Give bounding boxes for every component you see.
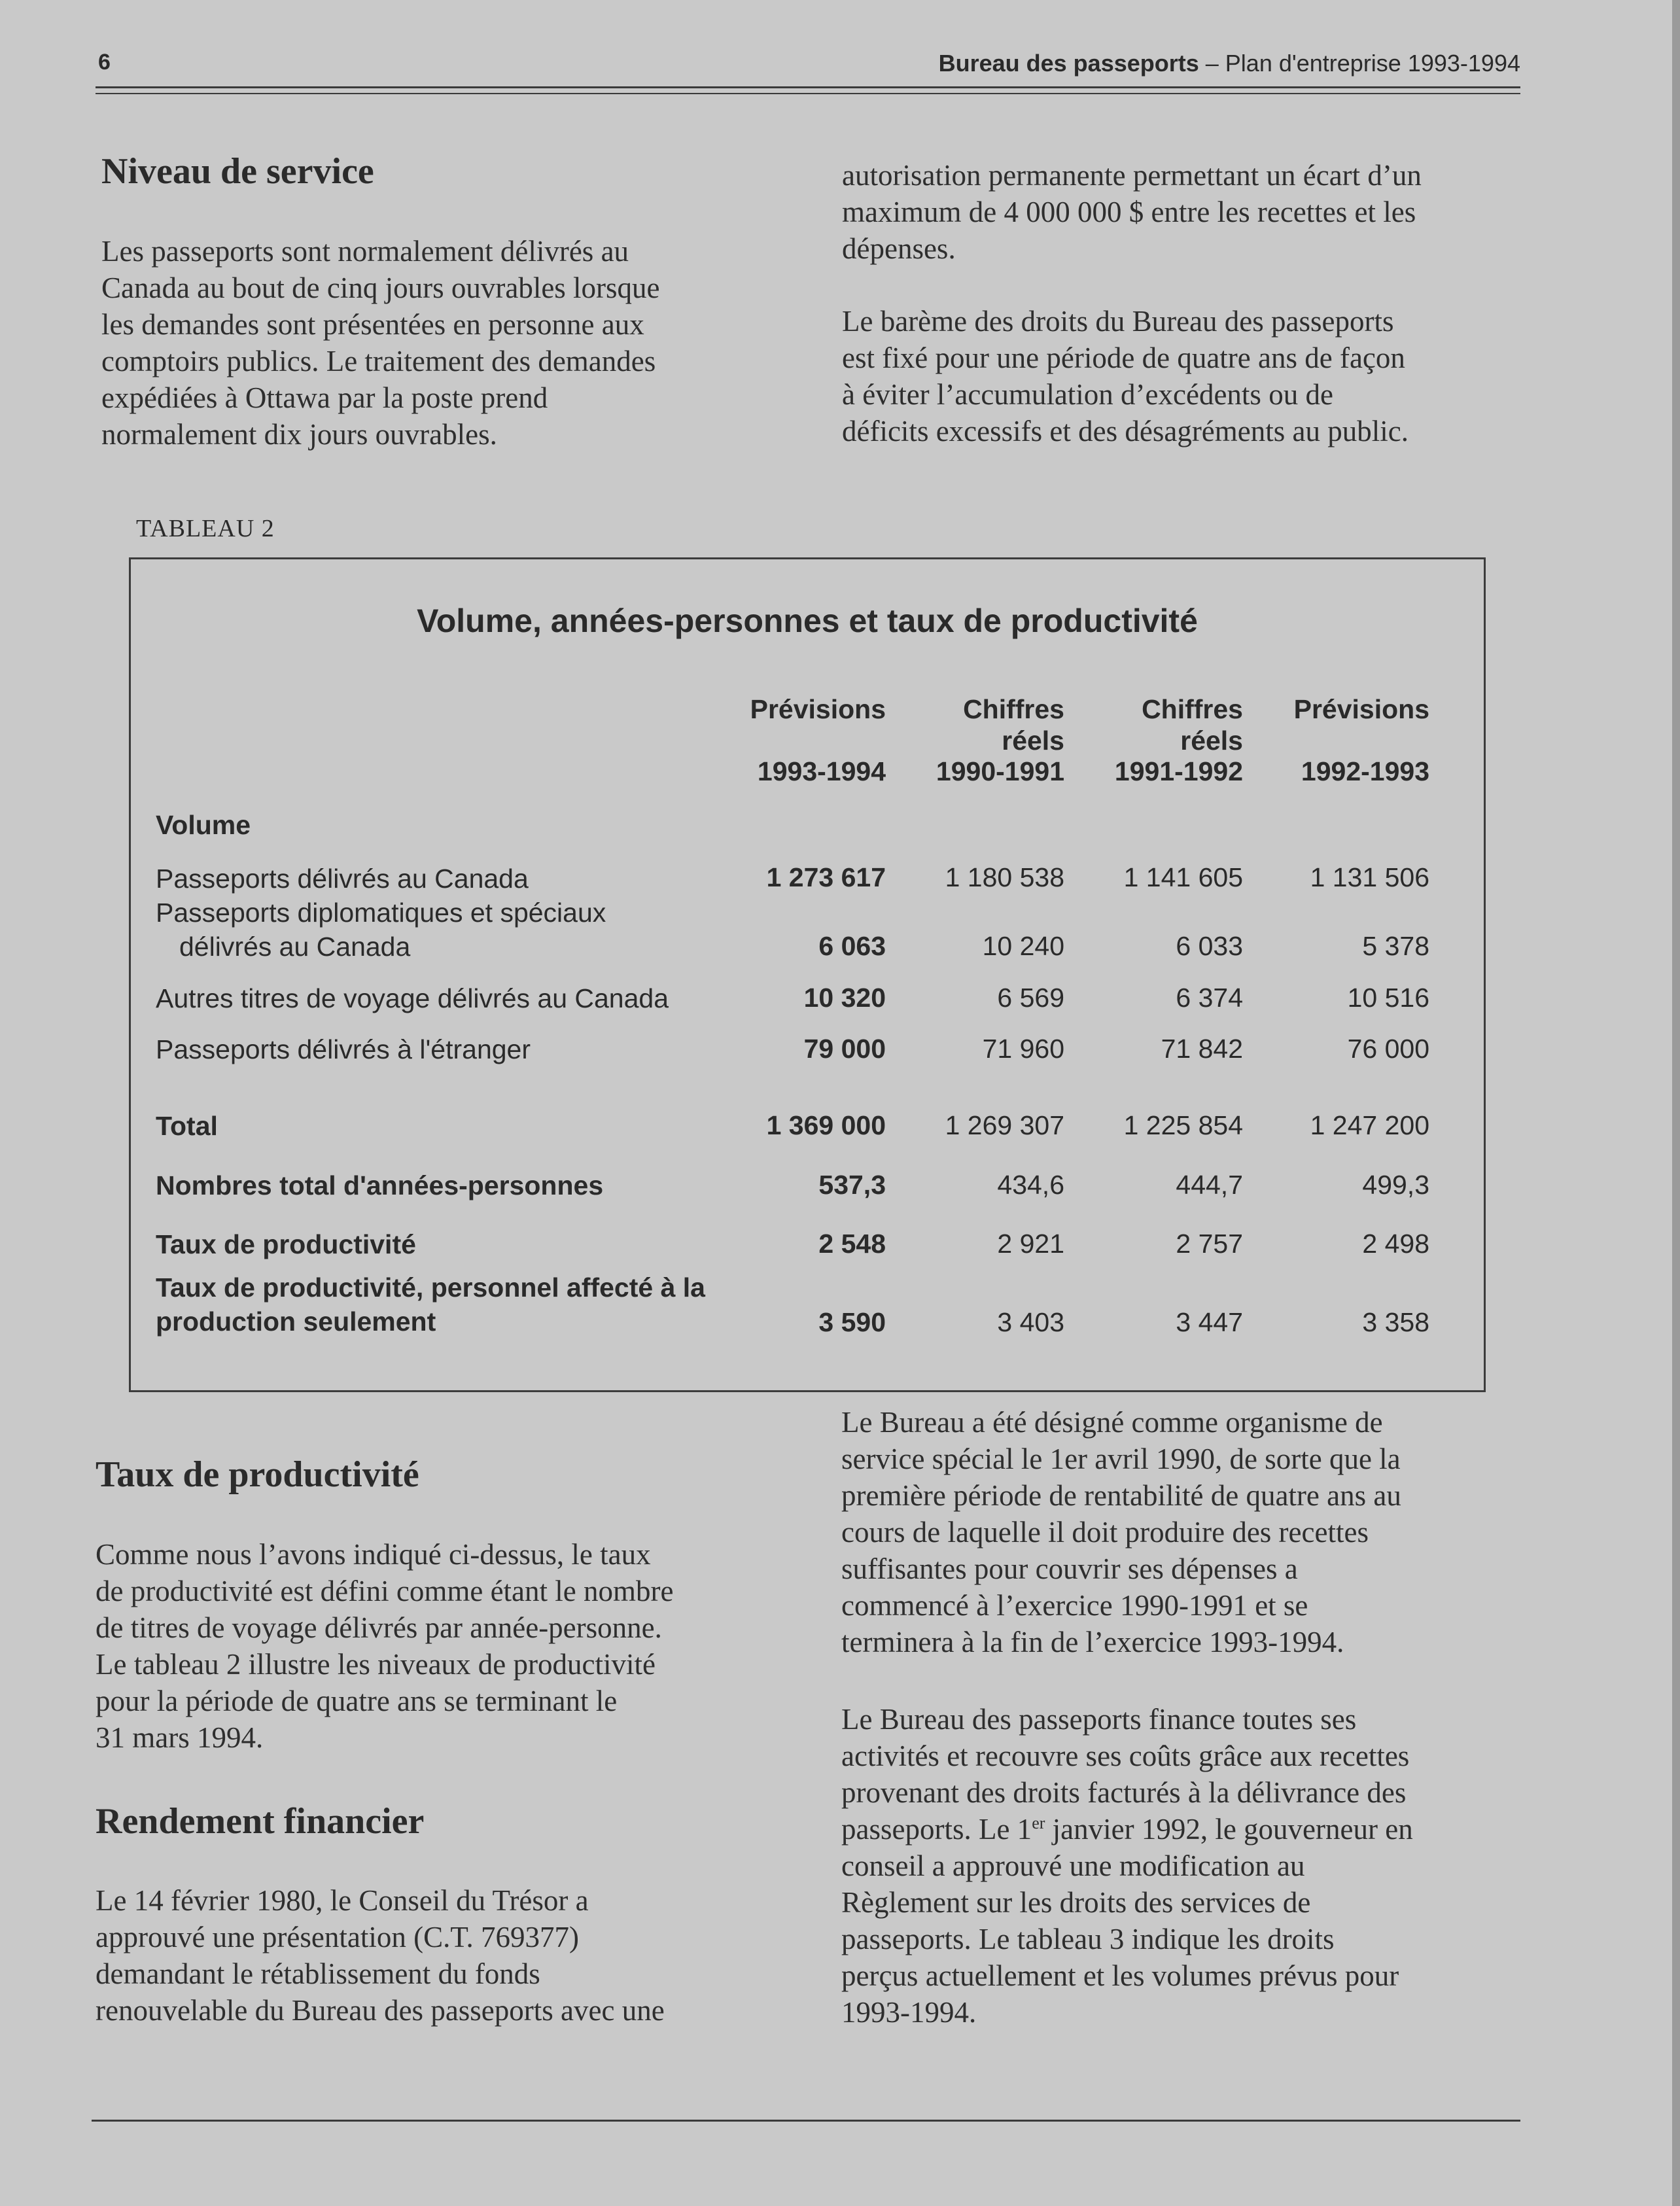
column-header-4: Prévisions (1293, 694, 1429, 724)
column-header-3: Chiffres réels (1142, 694, 1243, 756)
column-header-2: Chiffres réels (963, 694, 1064, 756)
column-year-2: 1990-1991 (936, 756, 1064, 786)
table-cell: 6 033 (1176, 931, 1243, 961)
page-number: 6 (98, 50, 111, 75)
section-volume: Volume (156, 810, 251, 840)
paragraph-financement (841, 1701, 1528, 2031)
column-year-1: 1993-1994 (757, 756, 886, 786)
table-cell: 2 498 (1362, 1229, 1429, 1259)
running-header-rest: – Plan d'entreprise 1993-1994 (1199, 50, 1520, 77)
table-cell: 499,3 (1362, 1170, 1429, 1200)
paragraph-financement-part2: janvier 1992, le gouverneur en conseil a approuvé une modification au Règlement sur les droits des services de passeports. Le tableau 3 indique les droits perçus actuellement et les volumes prévus pour 1993-1994. (841, 1813, 1413, 2029)
table-cell: 1 247 200 (1310, 1110, 1429, 1140)
table-cell: 537,3 (818, 1170, 886, 1200)
table-cell: 1 269 307 (945, 1110, 1064, 1140)
table-cell: 1 225 854 (1123, 1110, 1243, 1140)
table-cell: 1 273 617 (766, 862, 886, 892)
row-label-total: Total (156, 1111, 218, 1141)
row-label-passeports-diplomatiques: Passeports diplomatiques et spéciaux (156, 898, 606, 928)
running-header (939, 50, 1520, 77)
table-title: Volume, années-personnes et taux de productivité (417, 603, 1198, 639)
heading-niveau-de-service: Niveau de service (101, 151, 374, 192)
table-cell: 5 378 (1362, 931, 1429, 961)
table-cell: 6 063 (818, 931, 886, 961)
row-label-passeports-etranger: Passeports délivrés à l'étranger (156, 1034, 531, 1064)
column-year-4: 1992-1993 (1301, 756, 1429, 786)
table-cell: 71 960 (982, 1034, 1064, 1064)
table-cell: 3 403 (997, 1307, 1064, 1337)
table-cell: 79 000 (803, 1034, 886, 1064)
table-label: TABLEAU 2 (136, 515, 275, 542)
heading-rendement-financier: Rendement financier (96, 1801, 425, 1842)
table-cell: 10 320 (803, 983, 886, 1013)
heading-taux-de-productivite: Taux de productivité (96, 1454, 419, 1495)
paragraph-taux-de-productivite: Comme nous l’avons indiqué ci-dessus, le taux de productivité est défini comme étant le nombre de titres de voyage délivrés par année-personne. Le tableau 2 illustre les niveaux de productivité pour la période de quatre ans se terminant le 31 mars 1994. (96, 1538, 674, 1754)
table-cell: 76 000 (1347, 1034, 1429, 1064)
page-edge-shadow (1672, 0, 1680, 2206)
column-year-3: 1991-1992 (1114, 756, 1243, 786)
footer-rule (92, 2120, 1520, 2122)
paragraph-financement-part1: Le Bureau des passeports finance toutes ses activités et recouvre ses coûts grâce aux recettes provenant des droits facturés à la délivrance des passeports. Le 1 (841, 1703, 1410, 1846)
paragraph-rendement-financier: Le 14 février 1980, le Conseil du Trésor a approuvé une présentation (C.T. 769377) demandant le rétablissement du fonds renouvelable du Bureau des passeports avec une (96, 1884, 665, 2027)
header-rule-top (96, 86, 1520, 88)
row-label-passeports-diplomatiques-line2: délivrés au Canada (179, 932, 411, 962)
table-cell: 3 447 (1176, 1307, 1243, 1337)
row-label-annees-personnes: Nombres total d'années-personnes (156, 1170, 604, 1200)
table-cell: 3 590 (818, 1307, 886, 1337)
table-cell: 10 240 (982, 931, 1064, 961)
row-label-taux-productivite: Taux de productivité (156, 1229, 416, 1259)
table-cell: 6 569 (997, 983, 1064, 1013)
paragraph-bareme: Le barème des droits du Bureau des passeports est fixé pour une période de quatre ans de façon à éviter l’accumulation d’excédents ou de déficits excessifs et des désagréments au public. (842, 305, 1409, 447)
table-cell: 10 516 (1347, 983, 1429, 1013)
superscript-er: er (1032, 1813, 1045, 1832)
paragraph-autorisation: autorisation permanente permettant un écart d’un maximum de 4 000 000 $ entre les recettes et les dépenses. (842, 159, 1422, 265)
paragraph-organisme-service-special: Le Bureau a été désigné comme organisme de service spécial le 1er avril 1990, de sorte que la première période de rentabilité de quatre ans au cours de laquelle il doit produire des recettes suffisantes pour couvrir ses dépenses a commencé à l’exercice 1990-1991 et se terminera à la fin de l’exercice 1993-1994. (841, 1406, 1401, 1658)
table-cell: 2 757 (1176, 1229, 1243, 1259)
row-label-autres-titres: Autres titres de voyage délivrés au Canada (156, 983, 669, 1013)
table-cell: 2 921 (997, 1229, 1064, 1259)
table-cell: 1 141 605 (1123, 862, 1243, 892)
paragraph-niveau-de-service: Les passeports sont normalement délivrés au Canada au bout de cinq jours ouvrables lorsque les demandes sont présentées en personne aux comptoirs publics. Le traitement des demandes expédiées à Ottawa par la poste prend normalement dix jours ouvrables. (101, 235, 660, 451)
table-cell: 71 842 (1161, 1034, 1243, 1064)
running-header-bold: Bureau des passeports (938, 50, 1199, 77)
table-cell: 1 369 000 (766, 1110, 886, 1140)
row-label-passeports-canada: Passeports délivrés au Canada (156, 864, 529, 894)
table-cell: 444,7 (1176, 1170, 1243, 1200)
header-rule-bottom (96, 93, 1520, 94)
table-frame (129, 557, 1486, 1392)
table-cell: 1 180 538 (945, 862, 1064, 892)
column-header-1: Prévisions (750, 694, 886, 724)
table-cell: 6 374 (1176, 983, 1243, 1013)
table-cell: 3 358 (1362, 1307, 1429, 1337)
table-cell: 2 548 (818, 1229, 886, 1259)
row-label-taux-productivite-production: Taux de productivité, personnel affecté à la production seulement (156, 1272, 705, 1337)
table-cell: 1 131 506 (1310, 862, 1429, 892)
table-cell: 434,6 (997, 1170, 1064, 1200)
